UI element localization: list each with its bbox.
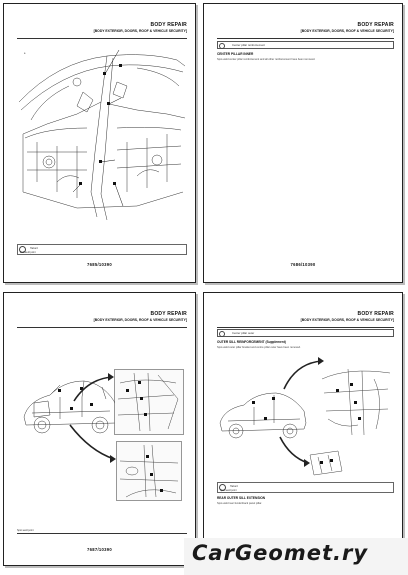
header-rule: [217, 38, 394, 39]
page-header: [301, 22, 394, 33]
header-subtitle: [BODY EXTERIOR, DOORS, ROOF & VEHICLE SECURITY]: [300, 29, 394, 33]
arrow-to-upper-detail: [74, 373, 114, 403]
legend-caption: Hazard: [230, 484, 238, 488]
pillar-detail-lower: [116, 441, 182, 501]
section-caption-box: [217, 41, 394, 49]
sill-detail-upper: [318, 359, 394, 439]
info-icon: [219, 331, 225, 337]
header-rule: [217, 327, 394, 328]
header-rule: [17, 38, 187, 39]
page-header: [94, 22, 187, 33]
header-title: BODY REPAIR: [357, 311, 394, 317]
legend-note: Bolt/weld point: [20, 250, 36, 254]
subsection2-title: REAR OUTER SILL EXTENSION: [217, 496, 266, 500]
page-1: [3, 3, 196, 283]
section-caption-box: [217, 329, 394, 337]
legend-caption: Hazard: [30, 246, 38, 250]
legend-box: [217, 482, 394, 493]
bullet-text: Spot-weld center pillar reinforcement and all other reinforcement have been removed.: [217, 58, 316, 61]
section-caption: Center pillar reinforcement: [232, 43, 265, 47]
logo-text: CarGeomet.ry: [192, 541, 369, 565]
header-title: BODY REPAIR: [357, 22, 394, 28]
header-subtitle: [BODY EXTERIOR, DOORS, ROOF & VEHICLE SECURITY]: [93, 318, 187, 322]
page-3: [3, 292, 196, 566]
header-title: BODY REPAIR: [150, 311, 187, 317]
page-number: 7685/10390: [86, 262, 113, 267]
footer-note: Spot-weld point: [17, 529, 34, 532]
page-number: 7687/10390: [86, 547, 113, 552]
subsection-title: CENTER PILLAR INNER: [217, 52, 254, 56]
sedan-side-view-diagram: [218, 383, 308, 443]
header-subtitle: [BODY EXTERIOR, DOORS, ROOF & VEHICLE SECURITY]: [300, 318, 394, 322]
callout-label: a: [24, 52, 26, 55]
legend-note: Spot-weld point: [220, 488, 237, 492]
sill-detail-lower: [308, 449, 344, 477]
section-caption: Center pillar outer: [232, 331, 255, 335]
pillar-detail-upper: [114, 369, 184, 435]
footer-rule: [17, 533, 187, 534]
subsection-title: OUTER SILL REINFORCEMENT (Supplement): [217, 340, 286, 344]
bullet2-text: Spot-weld rear fender/back panel pillar.: [217, 502, 262, 505]
arrow-to-lower-detail: [280, 437, 310, 467]
page-number: 7686/10390: [290, 262, 316, 267]
header-subtitle: [BODY EXTERIOR, DOORS, ROOF & VEHICLE SECURITY]: [93, 29, 187, 33]
cargeometry-logo: [184, 538, 408, 575]
header-rule: [17, 327, 187, 328]
page-2: [203, 3, 403, 283]
bullet-text: Spot-weld outer pillar bracket and centre pillar outer have been removed.: [217, 346, 301, 349]
info-icon: [219, 43, 225, 49]
arrow-to-lower-detail: [70, 425, 116, 465]
page-4: [203, 292, 403, 566]
page-header: [94, 311, 187, 322]
legend-box: [17, 244, 187, 255]
page-header: [301, 311, 394, 322]
body-side-structure-diagram: [17, 42, 187, 232]
header-title: BODY REPAIR: [150, 22, 187, 28]
